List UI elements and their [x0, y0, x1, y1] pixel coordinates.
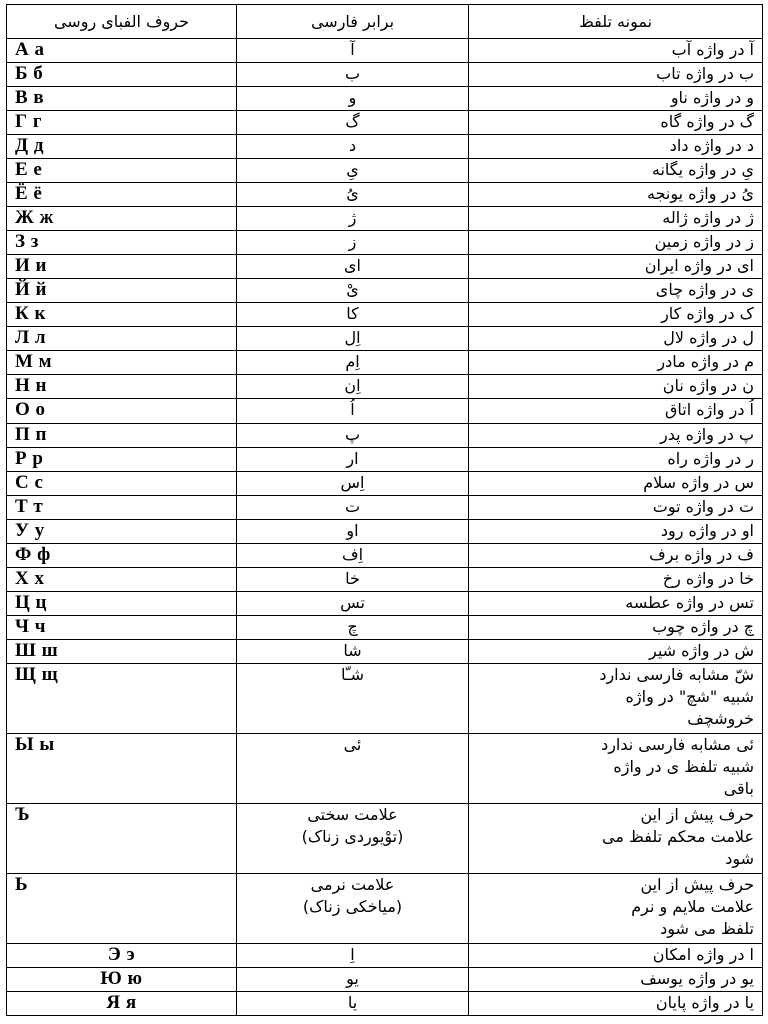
- persian-equivalent-cell: یِ: [237, 159, 469, 183]
- header-row: [7, 5, 763, 39]
- pronunciation-example-cell: د در واژه داد: [469, 135, 763, 159]
- russian-letter-cell: Ъ: [7, 803, 237, 873]
- russian-letter-cell: Э э: [7, 943, 237, 967]
- persian-equivalent-cell: گ: [237, 111, 469, 135]
- persian-equivalent-cell: ای: [237, 255, 469, 279]
- table-row: [7, 399, 763, 423]
- pronunciation-example-cell: چ در واژه چوب: [469, 615, 763, 639]
- russian-letter-cell: Н н: [7, 375, 237, 399]
- pronunciation-example-cell: ا در واژه امکان: [469, 943, 763, 967]
- russian-letter-cell: А а: [7, 39, 237, 63]
- persian-equivalent-cell: یْ: [237, 279, 469, 303]
- table-row: [7, 567, 763, 591]
- persian-equivalent-cell: ب: [237, 63, 469, 87]
- russian-letter-cell: И и: [7, 255, 237, 279]
- table-row: [7, 255, 763, 279]
- pronunciation-example-cell: ای در واژه ایران: [469, 255, 763, 279]
- russian-letter-cell: Г г: [7, 111, 237, 135]
- persian-equivalent-cell: یا: [237, 991, 469, 1015]
- pronunciation-example-cell: و در واژه ناو: [469, 87, 763, 111]
- table-row: [7, 159, 763, 183]
- persian-equivalent-cell: ئی: [237, 733, 469, 803]
- persian-equivalent-cell: و: [237, 87, 469, 111]
- header-persian-equivalent: برابر فارسی: [237, 5, 469, 39]
- persian-equivalent-cell: شا: [237, 639, 469, 663]
- pronunciation-example-cell: س در واژه سلام: [469, 471, 763, 495]
- persian-equivalent-cell: علامت نرمی (میاخکی زناک): [237, 873, 469, 943]
- header-pronunciation-example: نمونه تلفظ: [469, 5, 763, 39]
- persian-equivalent-cell: علامت سختی (توْیوردی زناک): [237, 803, 469, 873]
- persian-equivalent-cell: ت: [237, 495, 469, 519]
- russian-letter-cell: З з: [7, 231, 237, 255]
- table-row: [7, 873, 763, 943]
- pronunciation-example-cell: حرف پیش از این علامت ملایم و نرم تلفظ می شود: [469, 873, 763, 943]
- pronunciation-example-cell: اُ در واژه اتاق: [469, 399, 763, 423]
- pronunciation-example-cell: تس در واژه عطسه: [469, 591, 763, 615]
- russian-letter-cell: Ь: [7, 873, 237, 943]
- table-row: [7, 423, 763, 447]
- pronunciation-example-cell: ن در واژه نان: [469, 375, 763, 399]
- persian-equivalent-cell: اِن: [237, 375, 469, 399]
- table-row: [7, 519, 763, 543]
- russian-letter-cell: Е е: [7, 159, 237, 183]
- pronunciation-example-cell: ز در واژه زمین: [469, 231, 763, 255]
- persian-equivalent-cell: ز: [237, 231, 469, 255]
- persian-equivalent-cell: یُ: [237, 183, 469, 207]
- table-row: [7, 615, 763, 639]
- pronunciation-example-cell: ب در واژه تاب: [469, 63, 763, 87]
- russian-letter-cell: С с: [7, 471, 237, 495]
- table-row: [7, 495, 763, 519]
- russian-letter-cell: Ц ц: [7, 591, 237, 615]
- persian-equivalent-cell: خا: [237, 567, 469, 591]
- table-row: [7, 803, 763, 873]
- table-row: [7, 303, 763, 327]
- russian-letter-cell: М м: [7, 351, 237, 375]
- persian-equivalent-cell: اِم: [237, 351, 469, 375]
- pronunciation-example-cell: شّ مشابه فارسی ندارد شبیه "شچ" در واژه خروشچف: [469, 663, 763, 733]
- table-row: [7, 663, 763, 733]
- header-russian-letters: حروف الفبای روسی: [7, 5, 237, 39]
- pronunciation-example-cell: یِ در واژه یگانه: [469, 159, 763, 183]
- russian-letter-cell: Ы ы: [7, 733, 237, 803]
- persian-equivalent-cell: اِ: [237, 943, 469, 967]
- persian-equivalent-cell: کا: [237, 303, 469, 327]
- pronunciation-example-cell: ی در واژه چای: [469, 279, 763, 303]
- pronunciation-example-cell: پ در واژه پدر: [469, 423, 763, 447]
- table-row: [7, 639, 763, 663]
- pronunciation-example-cell: آ در واژه آب: [469, 39, 763, 63]
- table-row: [7, 279, 763, 303]
- russian-letter-cell: Б б: [7, 63, 237, 87]
- table-row: [7, 591, 763, 615]
- table-row: [7, 471, 763, 495]
- russian-letter-cell: У у: [7, 519, 237, 543]
- table-row: [7, 375, 763, 399]
- russian-letter-cell: Ч ч: [7, 615, 237, 639]
- russian-letter-cell: В в: [7, 87, 237, 111]
- russian-letter-cell: К к: [7, 303, 237, 327]
- persian-equivalent-cell: اِل: [237, 327, 469, 351]
- russian-letter-cell: Ш ш: [7, 639, 237, 663]
- persian-equivalent-cell: ژ: [237, 207, 469, 231]
- table-row: [7, 327, 763, 351]
- russian-letter-cell: Ф ф: [7, 543, 237, 567]
- persian-equivalent-cell: یو: [237, 967, 469, 991]
- persian-equivalent-cell: تس: [237, 591, 469, 615]
- russian-letter-cell: Р р: [7, 447, 237, 471]
- table-row: [7, 967, 763, 991]
- russian-letter-cell: Я я: [7, 991, 237, 1015]
- persian-equivalent-cell: ار: [237, 447, 469, 471]
- pronunciation-example-cell: گ در واژه گاه: [469, 111, 763, 135]
- table-row: [7, 39, 763, 63]
- russian-letter-cell: Х х: [7, 567, 237, 591]
- russian-letter-cell: Ж ж: [7, 207, 237, 231]
- table-row: [7, 231, 763, 255]
- russian-alphabet-table: [6, 4, 763, 1016]
- russian-letter-cell: Д д: [7, 135, 237, 159]
- table-row: [7, 63, 763, 87]
- persian-equivalent-cell: شـّا: [237, 663, 469, 733]
- russian-letter-cell: О о: [7, 399, 237, 423]
- russian-letter-cell: Т т: [7, 495, 237, 519]
- pronunciation-example-cell: یُ در واژه یونجه: [469, 183, 763, 207]
- persian-equivalent-cell: د: [237, 135, 469, 159]
- russian-letter-cell: Ё ё: [7, 183, 237, 207]
- table-row: [7, 447, 763, 471]
- table-row: [7, 733, 763, 803]
- pronunciation-example-cell: یو در واژه یوسف: [469, 967, 763, 991]
- pronunciation-example-cell: حرف پیش از این علامت محکم تلفظ می شود: [469, 803, 763, 873]
- table-row: [7, 207, 763, 231]
- russian-letter-cell: Ю ю: [7, 967, 237, 991]
- russian-letter-cell: Й й: [7, 279, 237, 303]
- pronunciation-example-cell: ر در واژه راه: [469, 447, 763, 471]
- persian-equivalent-cell: آ: [237, 39, 469, 63]
- pronunciation-example-cell: ژ در واژه ژاله: [469, 207, 763, 231]
- pronunciation-example-cell: ل در واژه لال: [469, 327, 763, 351]
- table-row: [7, 87, 763, 111]
- pronunciation-example-cell: ت در واژه توت: [469, 495, 763, 519]
- table-row: [7, 991, 763, 1015]
- russian-letter-cell: Л л: [7, 327, 237, 351]
- table-row: [7, 351, 763, 375]
- persian-equivalent-cell: چ: [237, 615, 469, 639]
- persian-equivalent-cell: اِس: [237, 471, 469, 495]
- persian-equivalent-cell: اِف: [237, 543, 469, 567]
- table-row: [7, 111, 763, 135]
- pronunciation-example-cell: ک در واژه کار: [469, 303, 763, 327]
- persian-equivalent-cell: اُ: [237, 399, 469, 423]
- pronunciation-example-cell: او در واژه رود: [469, 519, 763, 543]
- table-row: [7, 943, 763, 967]
- pronunciation-example-cell: یا در واژه پایان: [469, 991, 763, 1015]
- russian-letter-cell: Щ щ: [7, 663, 237, 733]
- persian-equivalent-cell: پ: [237, 423, 469, 447]
- table-row: [7, 543, 763, 567]
- pronunciation-example-cell: ئی مشابه فارسی ندارد شبیه تلفظ ی در واژه باقی: [469, 733, 763, 803]
- table-row: [7, 183, 763, 207]
- pronunciation-example-cell: خا در واژه رخ: [469, 567, 763, 591]
- russian-letter-cell: П п: [7, 423, 237, 447]
- pronunciation-example-cell: ف در واژه برف: [469, 543, 763, 567]
- table-row: [7, 135, 763, 159]
- persian-equivalent-cell: او: [237, 519, 469, 543]
- pronunciation-example-cell: م در واژه مادر: [469, 351, 763, 375]
- pronunciation-example-cell: ش در واژه شیر: [469, 639, 763, 663]
